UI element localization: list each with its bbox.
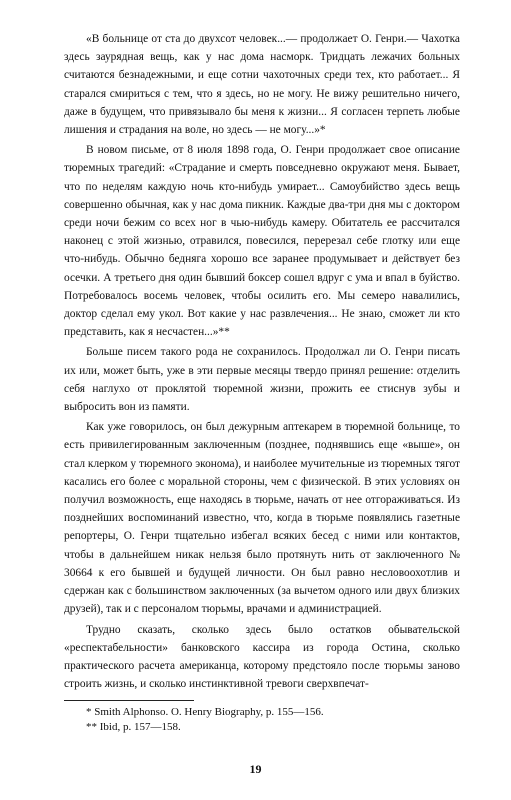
footnote-2: ** Ibid, p. 157—158. [86, 721, 181, 733]
paragraph-5: Трудно сказать, сколько здесь было остатков обывательской «респектабельности» банковского кассира из города Остина, сколько практического расчета американца, которому предстояло после тюрьмы заново строить жизнь, и сколько инстинктивной тревоги сверхвпечат- [64, 623, 460, 691]
paragraph-2: В новом письме, от 8 июля 1898 года, О. Генри продолжает свое описание тюремных трагедий: «Страдание и смерть повседневно окружают меня. Бывает, что по неделям каждую ночь кто-нибудь умирает... Самоубийство здесь вещь совершенно обычная, как у нас дома пикник. Каждые два-три дня мы с доктором среди ночи бежим со всех ног в чью-нибудь камеру. Обитатель ее рассчитался наконец с этой жизнью, отравился, повесился, перерезал себе глотку или еще что-нибудь. Обычно бедняга хорошо все заранее продумывает и действует без осечки. А третьего дня один бывший боксер сошел вдруг с ума и впал в буйство. Потребовалось восемь человек, чтобы осилить его. Мы семеро навалились, доктор сделал ему укол. Вот какие у нас развлечения... Не знаю, сможет ли кто представить, как я несчастен...»** [64, 144, 460, 339]
footnotes [64, 700, 460, 735]
paragraph-4: Как уже говорилось, он был дежурным аптекарем в тюремной больнице, то есть привилегированным заключенным (позднее, поднявшись еще «выше», он стал клерком у тюремного эконома), и наиболее мучительные из тюремных тягот касались его более с моральной стороны, чем с физической. В этих условиях он получил возможность, еще находясь в тюрьме, начать от нее отгораживаться. Из позднейших воспоминаний известно, что, когда в тюрьме появлялись газетные репортеры, О. Генри тщательно избегал всяких бесед с ними или контактов, чтобы в дальнейшем никак нельзя было протянуть нить от заключенного № 30664 к его бывшей и будущей личности. Он был равно несловоохотлив и сдержан как с большинством заключенных (за вычетом одного или двух близких друзей), так и с персоналом тюрьмы, врачами и администрацией. [64, 421, 460, 616]
footnote-1: * Smith Alphonso. O. Henry Biography, p. 155—156. [86, 706, 324, 718]
footnote-divider [64, 700, 194, 701]
paragraph-3: Больше писем такого рода не сохранилось. Продолжал ли О. Генри писать их или, может быть, уже в эти первые месяцы твердо принял решение: отделить себя наглухо от проклятой тюремной жизни, прожить ее стиснув зубы и выбросить вон из памяти. [64, 346, 460, 414]
page-number: 19 [249, 762, 262, 776]
page-body [64, 30, 460, 693]
paragraph-1: «В больнице от ста до двухсот человек...— продолжает О. Генри.— Чахотка здесь заурядная вещь, как у нас дома насморк. Тридцать лежачих больных считаются безнадежными, и еще сотни чахоточных среди тех, кто работает... Я старался смириться с тем, что я здесь, но не могу. Не вижу решительно ничего, даже в будущем, что привязывало бы меня к жизни... Я согласен терпеть любые лишения и страдания на воле, но здесь — не могу...»* [64, 33, 460, 137]
